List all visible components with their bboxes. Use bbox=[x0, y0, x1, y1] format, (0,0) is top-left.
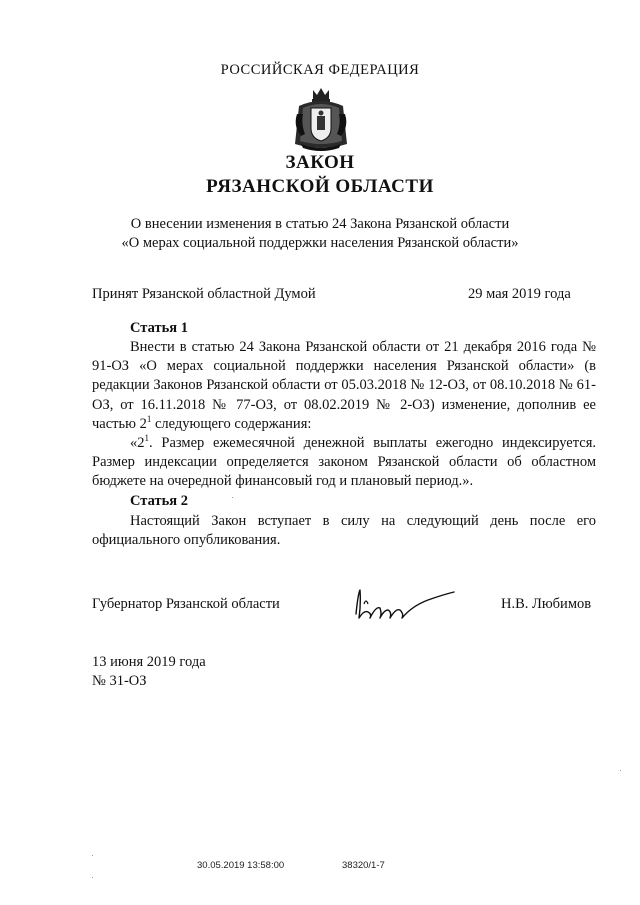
adopted-date: 29 мая 2019 года bbox=[468, 286, 571, 302]
article-1-paragraph-1: Внести в статью 24 Закона Рязанской области от 21 декабря 2016 года № 91-ОЗ «О мерах социальной поддержки населения Рязанской области» (в редакции Законов Рязанской области от 05.03.2018 № 12-ОЗ, от 08.10.2018 № 61-ОЗ, от 16.11.2018 № 77-ОЗ, от 08.02.2019 № 2-ОЗ) изменение, дополнив ее частью $2^1$ следующего содержания: bbox=[92, 339, 596, 432]
article-2-body bbox=[92, 512, 596, 550]
article-2-paragraph: Настоящий Закон вступает в силу на следующий день после его официального опубликования. bbox=[92, 513, 596, 549]
footer-timestamp: 30.05.2019 13:58:00 bbox=[197, 860, 285, 871]
scan-speck bbox=[92, 877, 93, 878]
signing-date: 13 июня 2019 года bbox=[92, 654, 206, 670]
article-2-title: Статья 2 bbox=[130, 493, 188, 509]
article-1-title: Статья 1 bbox=[130, 320, 188, 336]
law-number: № 31-ОЗ bbox=[92, 673, 147, 689]
footer-doc-code: 38320/1-7 bbox=[342, 860, 385, 871]
scan-speck bbox=[92, 855, 93, 856]
adopted-by: Принят Рязанской областной Думой bbox=[92, 286, 316, 302]
subtitle-line-2: «О мерах социальной поддержки населения Рязанской области» bbox=[121, 235, 519, 251]
law-region-title: РЯЗАНСКОЙ ОБЛАСТИ bbox=[206, 176, 434, 197]
handwritten-signature bbox=[350, 584, 460, 626]
country-header: РОССИЙСКАЯ ФЕДЕРАЦИЯ bbox=[220, 62, 420, 78]
subtitle-line-1: О внесении изменения в статью 24 Закона Рязанской области bbox=[130, 216, 510, 232]
scan-speck bbox=[232, 497, 233, 498]
signer-name: Н.В. Любимов bbox=[501, 596, 592, 612]
article-1-paragraph-2: «$2^1$. Размер ежемесячной денежной выплаты ежегодно индексируется. Размер индексации определяется законом Рязанской области об областном бюджете на очередной финансовый год и плановый период.». bbox=[92, 433, 596, 490]
law-subtitle bbox=[0, 215, 640, 253]
signer-title: Губернатор Рязанской области bbox=[92, 596, 280, 612]
law-type-title: ЗАКОН bbox=[285, 152, 355, 173]
scan-speck bbox=[620, 770, 621, 771]
article-1-body bbox=[92, 338, 596, 492]
coat-of-arms-icon bbox=[291, 86, 351, 152]
